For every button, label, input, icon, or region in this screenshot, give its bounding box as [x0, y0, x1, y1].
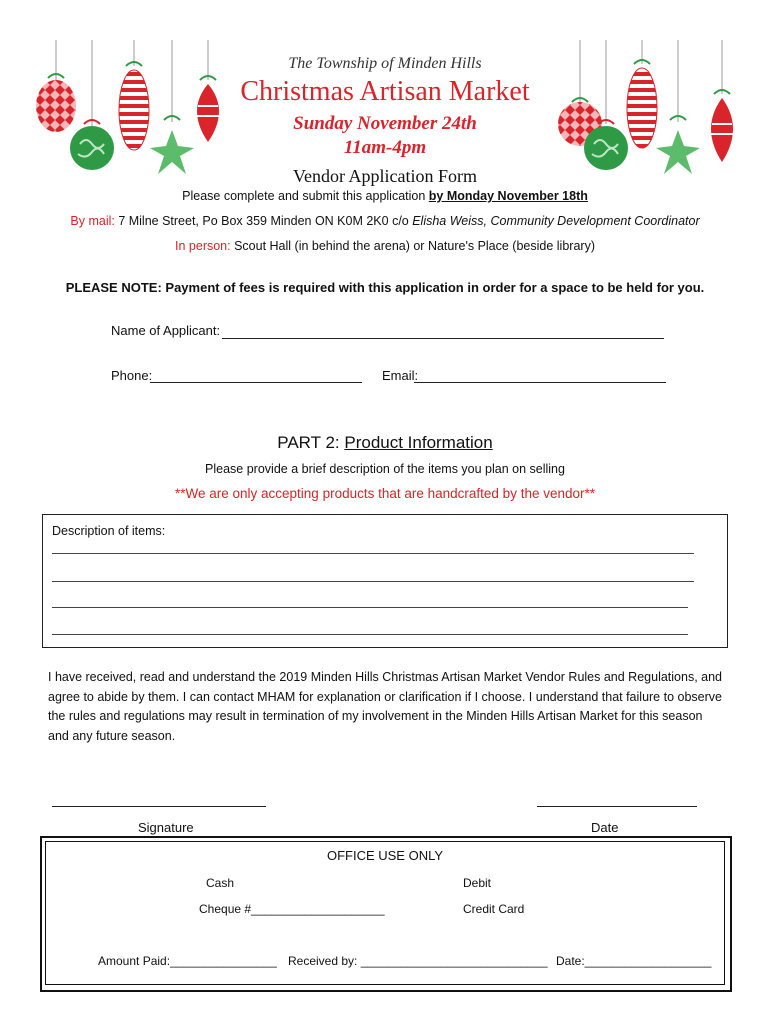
- part2-title: Product Information: [344, 433, 493, 452]
- description-line-1[interactable]: [52, 553, 694, 554]
- submit-instruction: [0, 189, 770, 203]
- office-date: Date:___________________: [556, 954, 712, 968]
- date-field[interactable]: [537, 806, 697, 807]
- market-title: Christmas Artisan Market: [240, 76, 530, 107]
- person-instruction: [0, 239, 770, 253]
- event-time: 11am-4pm: [343, 137, 427, 158]
- office-cheque: Cheque #____________________: [199, 902, 385, 916]
- submit-deadline: by Monday November 18th: [428, 189, 588, 203]
- office-credit-card: Credit Card: [463, 902, 525, 916]
- name-label: Name of Applicant:: [111, 323, 221, 338]
- person-text: Scout Hall (in behind the arena) or Nature's Place (beside library): [230, 239, 595, 253]
- mail-contact: Elisha Weiss, Community Development Coordinator: [412, 214, 700, 228]
- event-date: Sunday November 24th: [293, 113, 477, 134]
- part2-prefix: PART 2:: [277, 433, 345, 452]
- office-cash: Cash: [206, 876, 235, 890]
- description-label: Description of items:: [52, 524, 166, 538]
- name-field[interactable]: [222, 338, 664, 339]
- office-received-by: Received by: ____________________________: [288, 954, 548, 968]
- signature-label: Signature: [138, 820, 194, 835]
- office-debit: Debit: [463, 876, 492, 890]
- description-line-3[interactable]: [52, 607, 688, 608]
- person-label: In person:: [175, 239, 231, 253]
- email-label: Email:: [382, 368, 419, 383]
- email-field[interactable]: [414, 382, 666, 383]
- submit-prefix: Please complete and submit this application: [182, 189, 429, 203]
- phone-field[interactable]: [150, 382, 362, 383]
- phone-label: Phone:: [111, 368, 153, 383]
- mail-label: By mail:: [70, 214, 115, 228]
- form-title: Vendor Application Form: [293, 166, 477, 186]
- handcrafted-note: **We are only accepting products that are handcrafted by the vendor**: [174, 486, 595, 501]
- mail-address: 7 Milne Street, Po Box 359 Minden ON K0M 2K0 c/o: [114, 214, 413, 228]
- date-label: Date: [591, 820, 619, 835]
- mail-instruction: [0, 214, 770, 228]
- description-line-2[interactable]: [52, 581, 694, 582]
- signature-field[interactable]: [52, 806, 266, 807]
- township-title: The Township of Minden Hills: [288, 55, 482, 72]
- office-amount-paid: Amount Paid:________________: [98, 954, 277, 968]
- office-title: OFFICE USE ONLY: [326, 848, 444, 863]
- payment-note: PLEASE NOTE: Payment of fees is required with this application in order for a space to be held for you.: [65, 280, 705, 295]
- description-line-4[interactable]: [52, 634, 688, 635]
- agreement-text: I have received, read and understand the 2019 Minden Hills Christmas Artisan Market Vendor Rules and Regulations, and agree to abide by them. I can contact MHAM for explanation or clarification if I choose. I understand that failure to observe the rules and regulations may result in termination of my involvement in the Minden Hills Artisan Market for this season and any future season.: [48, 670, 722, 743]
- part2-instruction: Please provide a brief description of the items you plan on selling: [205, 462, 565, 476]
- part2-heading: [0, 433, 770, 453]
